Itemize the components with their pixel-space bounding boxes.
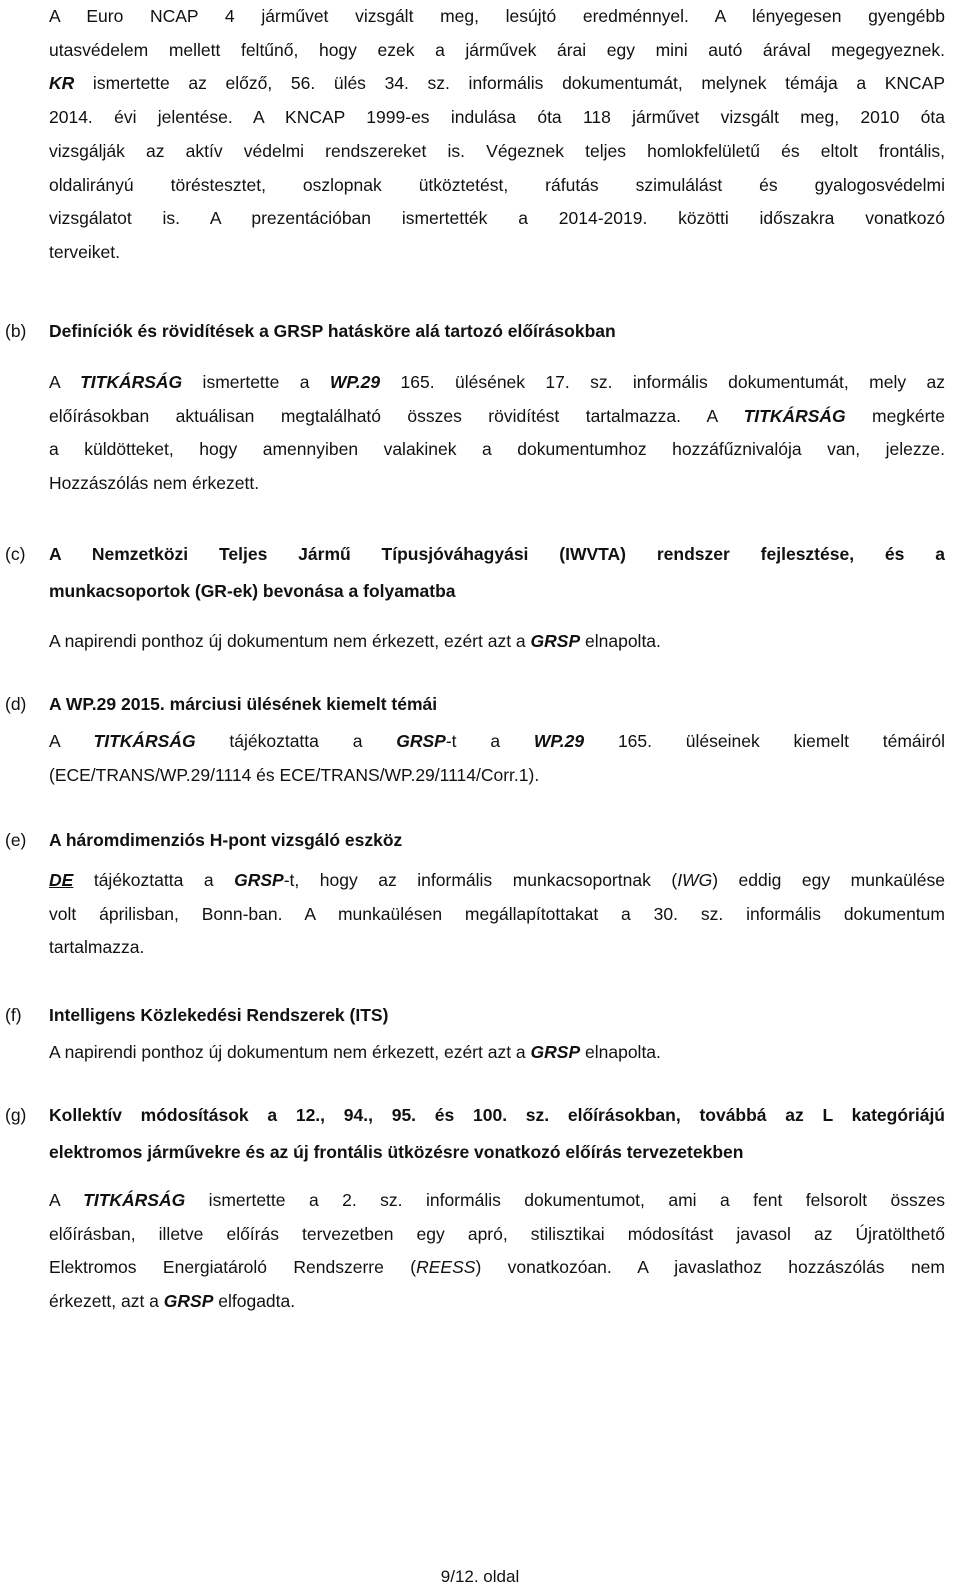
text-line: Elektromos Energiatároló Rendszerre (REESS) vonatkozóan. A javaslathoz hozzászólás nem — [49, 1257, 945, 1278]
text-line: tartalmazza. — [49, 937, 145, 958]
heading-line: A WP.29 2015. márciusi ülésének kiemelt témái — [49, 694, 438, 714]
intro-paragraph — [49, 0, 945, 270]
text-line: A TITKÁRSÁG ismertette a 2. sz. informális dokumentumot, ami a fent felsorolt összes — [49, 1190, 945, 1210]
heading-line: A Nemzetközi Teljes Jármű Típusjóváhagyási (IWVTA) rendszer fejlesztése, és a — [49, 544, 945, 564]
text-line: terveiket. — [49, 241, 120, 262]
text-line: előírásban, illetve előírás tervezetben egy apró, stilisztikai módosítást javasol az Újratölthető — [49, 1223, 945, 1244]
org-name: GRSP — [163, 1291, 214, 1312]
section-label-c: (c) — [5, 544, 26, 564]
org-name: WP.29 — [533, 731, 585, 751]
heading-line: A háromdimenziós H-pont vizsgáló eszköz — [49, 830, 403, 850]
text-line: előírásokban aktuálisan megtalálható összes rövidítést tartalmazza. A TITKÁRSÁG megkérte — [49, 405, 946, 426]
text-line: oldalirányú töréstesztet, oszlopnak ütköztetést, ráfutás szimulálást és gyalogosvédelmi — [49, 174, 945, 195]
section-body-c — [49, 625, 945, 659]
section-label-f: (f) — [5, 1005, 22, 1025]
abbreviation: REESS — [416, 1257, 476, 1278]
section-heading-g — [49, 1097, 945, 1171]
heading-line: munkacsoportok (GR-ek) bevonása a folyamatba — [49, 581, 456, 601]
org-name: GRSP — [530, 1042, 581, 1062]
org-name: TITKÁRSÁG — [83, 1190, 186, 1210]
text-line: A TITKÁRSÁG tájékoztatta a GRSP-t a WP.29 165. üléseinek kiemelt témáiról — [49, 731, 946, 751]
org-name: GRSP — [530, 631, 581, 651]
section-body-e — [49, 864, 945, 965]
abbreviation: IWG — [677, 870, 713, 890]
text-line: (ECE/TRANS/WP.29/1114 és ECE/TRANS/WP.29/1114/Corr.1). — [49, 764, 540, 785]
text-line: érkezett, azt a GRSP elfogadta. — [49, 1291, 296, 1312]
section-body-g — [49, 1184, 945, 1319]
heading-line: Intelligens Közlekedési Rendszerek (ITS) — [49, 1005, 389, 1025]
text-line: a küldötteket, hogy amennyiben valakinek a dokumentumhoz hozzáfűznivalója van, jelezze. — [49, 439, 945, 460]
text-line: A napirendi ponthoz új dokumentum nem érkezett, ezért azt a GRSP elnapolta. — [49, 1042, 661, 1062]
section-heading-c — [49, 536, 945, 610]
section-heading-b — [49, 313, 945, 350]
text-run: ismertette az előző, 56. ülés 34. sz. informális dokumentumát, melynek témája a KNCAP — [74, 73, 945, 94]
section-heading-e — [49, 822, 945, 859]
section-body-d — [49, 725, 945, 792]
delegation-code: KR — [49, 73, 75, 94]
text-line: utasvédelem mellett feltűnő, hogy ezek a járművek árai egy mini autó árával megegyeznek. — [49, 39, 945, 60]
org-name: GRSP — [234, 870, 284, 890]
section-body-b — [49, 366, 945, 501]
section-heading-f — [49, 997, 945, 1034]
org-name: TITKÁRSÁG — [93, 731, 196, 751]
delegation-code: DE — [49, 870, 74, 890]
section-label-g: (g) — [5, 1105, 27, 1125]
section-body-f — [49, 1036, 945, 1070]
heading-line: Definíciók és rövidítések a GRSP hatásköre alá tartozó előírásokban — [49, 321, 616, 341]
text-line: vizsgálják az aktív védelmi rendszereket is. Végeznek teljes homlokfelületű és eltolt frontális, — [49, 140, 945, 161]
org-name: WP.29 — [329, 372, 381, 392]
page-number: 9/12. oldal — [440, 1567, 520, 1586]
text-line: A Euro NCAP 4 járművet vizsgált meg, lesújtó eredménnyel. A lényegesen gyengébb — [49, 6, 945, 26]
section-label-e: (e) — [5, 830, 27, 850]
org-name: TITKÁRSÁG — [743, 405, 846, 426]
text-line: 2014. évi jelentése. A KNCAP 1999-es indulása óta 118 járművet vizsgált meg, 2010 óta — [49, 107, 945, 128]
section-heading-d — [49, 686, 945, 723]
text-line — [49, 67, 945, 101]
section-label-b: (b) — [5, 321, 27, 341]
heading-line: Kollektív módosítások a 12., 94., 95. és 100. sz. előírásokban, továbbá az L kategóriájú — [49, 1105, 945, 1125]
text-line: vizsgálatot is. A prezentációban ismertették a 2014-2019. közötti időszakra vonatkozó — [49, 208, 945, 229]
org-name: TITKÁRSÁG — [80, 372, 183, 392]
text-line: Hozzászólás nem érkezett. — [49, 473, 260, 494]
org-name: GRSP — [396, 731, 446, 751]
text-line: A TITKÁRSÁG ismertette a WP.29 165. ülésének 17. sz. informális dokumentumát, mely az — [49, 372, 945, 392]
text-line: DE tájékoztatta a GRSP-t, hogy az informális munkacsoportnak (IWG) eddig egy munkaülése — [49, 870, 945, 890]
section-label-d: (d) — [5, 694, 27, 714]
text-line: volt áprilisban, Bonn-ban. A munkaülésen megállapítottakat a 30. sz. informális dokumentum — [49, 903, 945, 924]
heading-line: elektromos járművekre és az új frontális ütközésre vonatkozó előírás tervezetekben — [49, 1142, 744, 1162]
text-line: A napirendi ponthoz új dokumentum nem érkezett, ezért azt a GRSP elnapolta. — [49, 631, 661, 651]
